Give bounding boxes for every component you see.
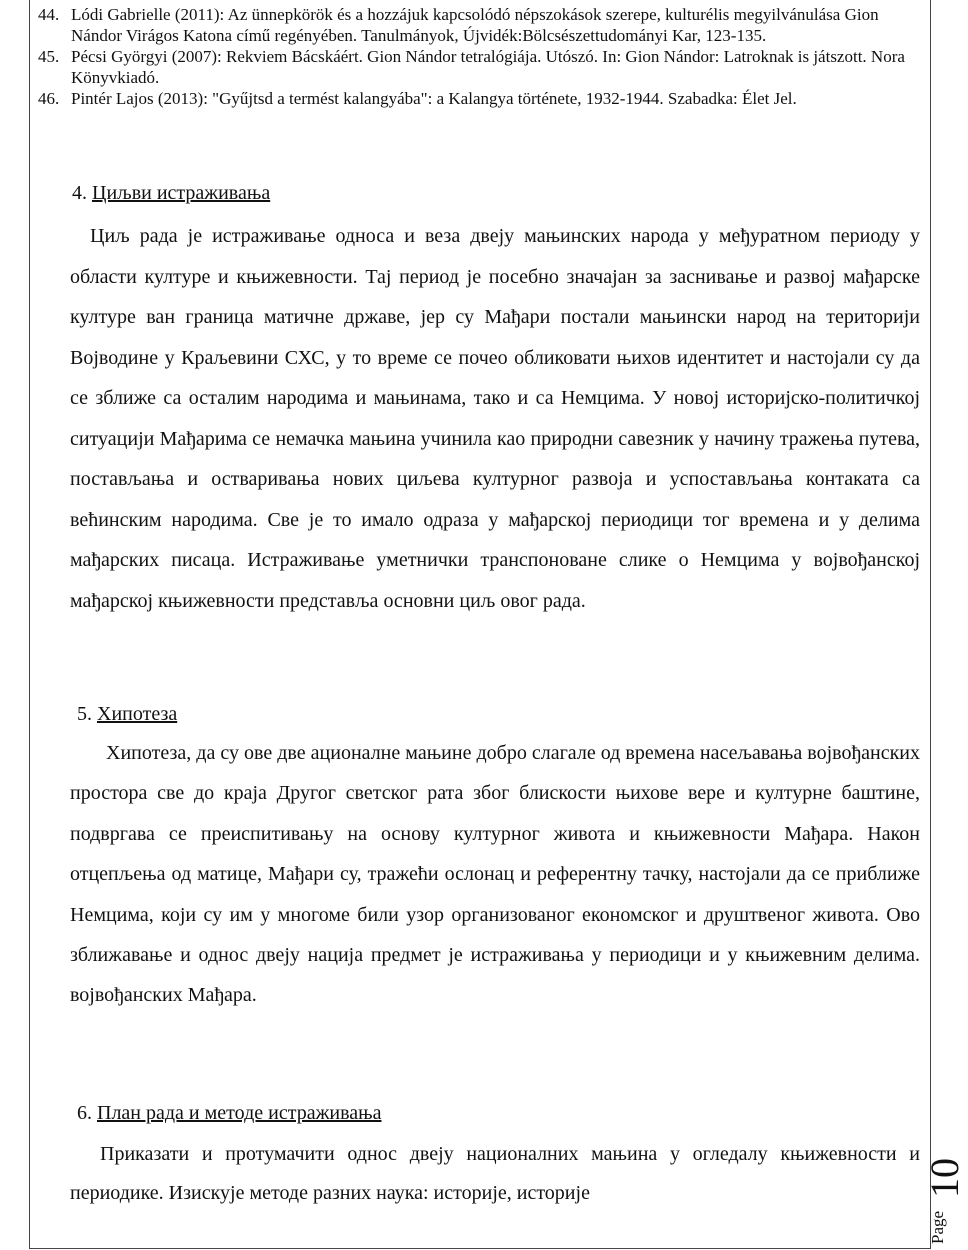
page-word: Page [928,1210,947,1244]
page-number: 10 [922,1158,967,1198]
reference-number: 44. [38,5,60,24]
section-5-paragraph: Хипотеза, да су ове две ационалне мањине добро слагале од времена насељавања војвођанских простора све до краја Другог светског рата због блискости њихове вере и културне баштине, подвргава се преиспитивању на основу културног живота и књижевности Мађара. Након отцепљења од матице, Мађари су, тражећи ослонац и референтну тачку, настојали да се приближе Немцима, који су им у многоме били узор организованог економског и друштвеног живота. Ово зближавање и однос двеју нација предмет је истраживања у периодици и у књижевним делима. војвођанских Мађара. [70,742,920,1007]
reference-item-44 [38,4,923,46]
section-number: 6. [77,1102,92,1124]
reference-list [38,4,923,109]
reference-item-45 [38,46,923,88]
section-4-heading [72,181,270,205]
section-4-paragraph: Циљ рада је истраживање односа и веза двеју мањинских народа у међуратном периоду у области културе и књижевности. Тај период је посебно значајан за заснивање и развој мађарске културе ван граница матичне државе, јер су Мађари постали мањински народ на територији Војводине у Краљевини СХС, у то време се почео обликовати њихов идентитет и настојали су да се зближе са осталим народима и мањинама, тако и са Немцима. У новој историјско-политичкој ситуацији Мађарима се немачка мањина учинила као природни савезник у начину тражења путева, постављања и остваривања нових циљева културног развоја и успостављања контаката са већинским народима. Све је то имало одраза у мађарској периодици тог времена и у делима мађарских писаца. Истраживање уметнички транспоноване слике о Немцима у војвођанској мађарској књижевности представља основни циљ овог рада. [70,225,920,612]
reference-number: 46. [38,89,60,108]
section-5-heading [77,702,177,726]
reference-text: Pécsi Györgyi (2007): Rekviem Bácskáért. Gion Nándor tetralógiája. Utószó. In: Gion Nándor: Latroknak is játszott. Nora Könyvkiadó. [71,47,905,87]
section-6-paragraph: Приказати и протумачити однос двеју националних мањина у огледалу књижевности и периодике. Изискује методе разних наука: историје, историје [70,1143,920,1204]
section-number: 4. [72,182,87,204]
reference-text: Pintér Lajos (2013): "Gyűjtsd a termést kalangyába": a Kalangya története, 1932-1944. Szabadka: Élet Jel. [71,89,797,108]
section-number: 5. [77,703,92,725]
reference-text: Lódi Gabrielle (2011): Az ünnepkörök és a hozzájuk kapcsolódó népszokások szerepe, kulturélis megyilvánulása Gion Nándor Virágos Katona című regényében. Tanulmányok, Újvidék:Bölcsészettudományi Kar, 123-135. [71,5,879,45]
section-6-heading [77,1101,381,1125]
section-title: Хипотеза [97,703,178,725]
reference-number: 45. [38,47,60,66]
section-title: План рада и методе истраживања [97,1102,382,1124]
section-title: Циљви истраживања [92,182,271,204]
page-number-label [918,1140,968,1250]
reference-item-46 [38,88,923,109]
